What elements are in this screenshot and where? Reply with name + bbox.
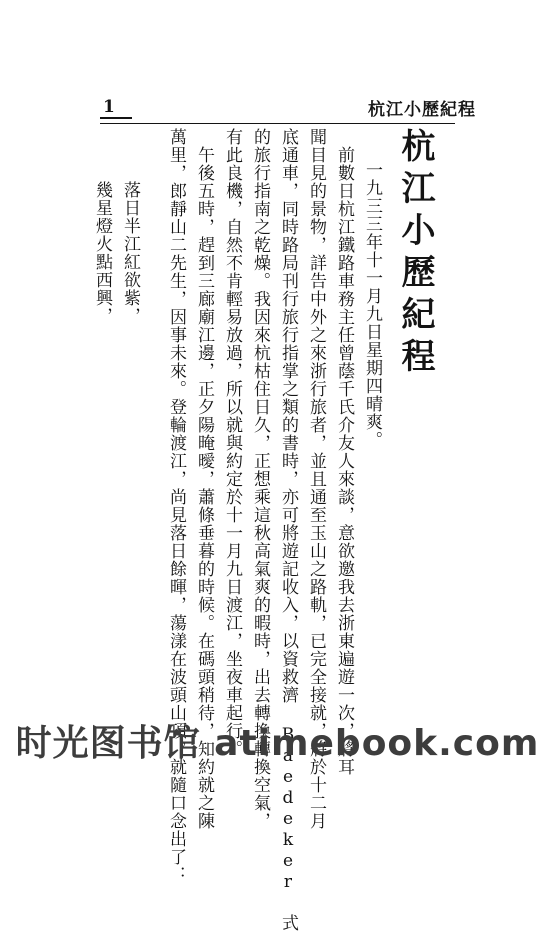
text-column: 聞目見的景物，詳告中外之來浙行旅者，並且通至玉山之路軌，已完全接就，將於十二月 [306,128,326,830]
chapter-title: 杭江小歷紀程 [395,128,435,380]
text-column: 的旅行指南之乾燥。我因來杭枯住日久，正想乘這秋高氣爽的暇時，出去轉換轉換空氣， [250,128,270,830]
page-number-underline [100,117,132,119]
running-title: 杭江小歷紀程 [368,100,476,120]
page-number: 1 [103,97,115,117]
text-column: 一九三三年十一月九日星期四晴爽。 [362,161,382,449]
poem-line: 幾星燈火點西興， [92,181,112,325]
text-column: 萬里，郎靜山二先生，因事未來。登輪渡江，尚見落日餘暉，蕩漾在波頭山頂，就隨口念出了： [166,128,186,884]
text-column: 有此良機，自然不肯輕易放過，所以就與約定於十一月九日渡江，坐夜車起行。 [222,128,242,758]
poem-line: 落日半江紅欲紫， [120,181,140,325]
header-rule [100,123,455,124]
site-watermark: 时光图书馆 atimebook.com [15,722,540,764]
text-column: 前數日杭江鐵路車務主任曾蔭千氏介友人來談，意欲邀我去浙東遍遊一次，將耳 [334,146,354,776]
text-column: 午後五時，趕到三廊廟江邊，正夕陽晻曖，蕭條垂暮的時候。在碼頭稍待，知約就之陳 [194,146,214,830]
text-column: 底通車，同時路局刊行旅行指掌之類的書時，亦可將遊記收入，以資救濟 Baedeker 式 [278,128,298,932]
